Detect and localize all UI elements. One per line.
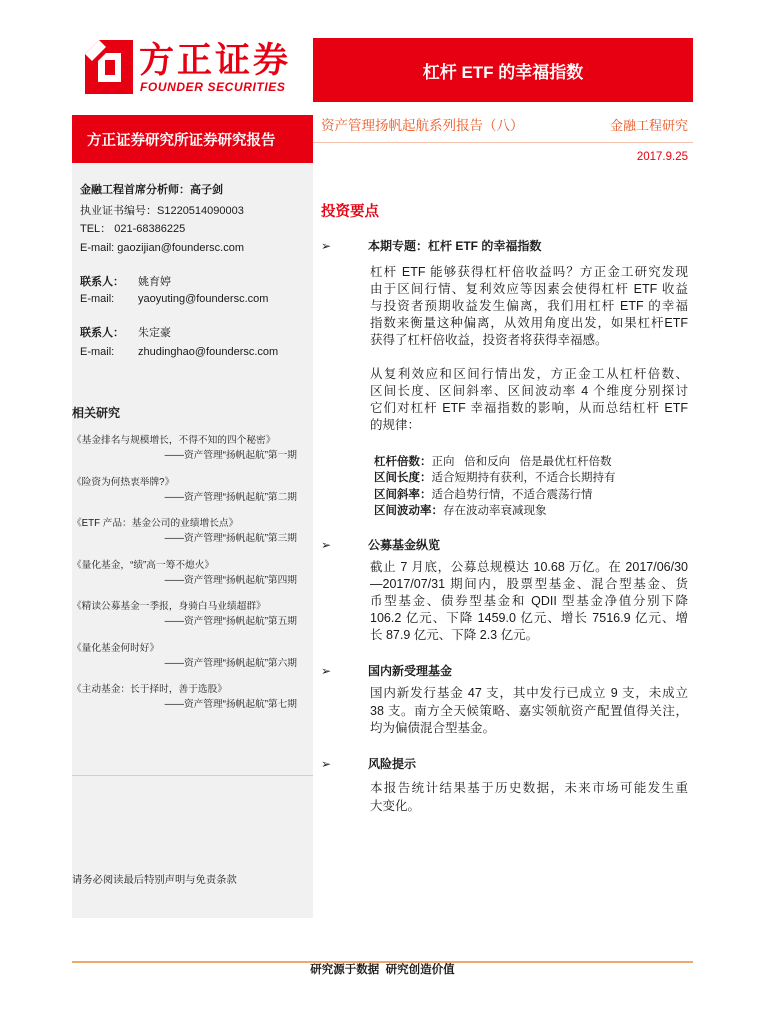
contact-label: 联系人： [80, 327, 124, 339]
contact-name: 姚育婷 [138, 276, 171, 288]
report-date: 2017.9.25 [636, 151, 688, 163]
analyst-certificate: 执业证书编号：S1220514090003 [80, 205, 244, 217]
report-type-box [72, 115, 313, 163]
header-divider [313, 142, 693, 143]
disclaimer-note: 请务必阅读最后特别声明与免责条款 [72, 875, 237, 886]
highlights-heading: 投资要点 [321, 204, 379, 220]
paragraph-line: 长 87.9 亿元、下降 2.3 亿元。 [370, 628, 539, 642]
paragraph-line: 指数来衡量这种偏离，从效用角度出发，如果杠杆ETF [370, 316, 688, 330]
section-bullet-icon: ➢ [321, 538, 332, 552]
report-title: 杠杆 ETF 的幸福指数 [422, 62, 584, 82]
key-point-label: 区间长度： [374, 472, 432, 485]
related-research-heading: 相关研究 [72, 406, 121, 420]
paragraph-line: 与投资者预期收益发生偏离，我们用杠杆 ETF 的幸福 [370, 299, 688, 313]
key-point [374, 503, 616, 519]
paragraph-line: 38 支。南方全天候策略、嘉实领航资产配置值得关注， [370, 703, 688, 718]
key-point [374, 470, 616, 486]
founder-logo-mark-icon [85, 40, 133, 94]
related-research-subtitle: ——资产管理“扬帆起航”第一期 [164, 450, 297, 461]
paragraph [370, 779, 688, 815]
related-research-subtitle: ——资产管理“扬帆起航”第二期 [164, 491, 297, 503]
section-bullet-icon: ➢ [321, 664, 332, 678]
section-title: 风险提示 [368, 757, 417, 771]
related-research-title: 《量化基金，“绩”高一筹不熄火》 [72, 559, 215, 571]
related-research-subtitle: ——资产管理“扬帆起航”第五期 [164, 616, 297, 627]
section-bullet-icon: ➢ [321, 757, 332, 771]
paragraph [370, 264, 688, 349]
paragraph-line: 获得了杠杆倍收益，投资者将获得幸福感。 [370, 333, 608, 347]
series-title: 资产管理扬帆起航系列报告（八） [321, 118, 524, 133]
paragraph-line: 均为偏债混合型基金。 [370, 721, 496, 735]
related-research-title: 《险资为何热衷举牌?》 [72, 476, 175, 488]
paragraph-line: 币型基金、债券型基金和 QDII 型基金净值分别下降 [370, 594, 688, 608]
key-point [374, 454, 616, 470]
paragraph-line: 的规律： [370, 418, 421, 432]
section-title: 本期专题：杠杆 ETF 的幸福指数 [368, 239, 542, 253]
key-points-list [374, 454, 616, 519]
paragraph [370, 366, 688, 434]
contact-name: 朱定豪 [138, 327, 171, 339]
key-point [374, 487, 616, 503]
related-research-subtitle: ——资产管理“扬帆起航”第七期 [164, 699, 297, 710]
related-research-title: 《基金排名与规模增长，不得不知的四个秘密》 [72, 435, 276, 446]
paragraph-line: 从复利效应和区间行情出发，方正金工从杠杆倍数、 [370, 367, 688, 381]
section-bullet-icon: ➢ [321, 239, 332, 253]
paragraph-line: 106.2 亿元、下降 1459.0 亿元、增长 7516.9 亿元、增 [370, 611, 688, 625]
paragraph-line: 它们对杠杆 ETF 幸福指数的影响，从而总结杠杆 ETF [370, 401, 688, 415]
paragraph-line: —2017/07/31 期间内，股票型基金、混合型基金、货 [370, 577, 688, 591]
footer-slogan: 研究源于数据 研究创造价值 [310, 964, 455, 976]
analyst-tel: TEL： 021-68386225 [80, 223, 186, 235]
related-research-title: 《ETF 产品：基金公司的业绩增长点》 [72, 518, 239, 529]
related-research-subtitle: ——资产管理“扬帆起航”第六期 [164, 657, 297, 669]
paragraph-line: 大变化。 [370, 799, 421, 813]
related-research-title: 《量化基金何时好》 [72, 642, 160, 654]
paragraph-line: 由于区间行情、复利效应等因素会使得杠杆 ETF 收益 [370, 282, 688, 296]
paragraph [370, 685, 688, 738]
research-category: 金融工程研究 [609, 118, 688, 133]
sidebar-divider [72, 775, 313, 776]
contact-email-label: E-mail: [80, 346, 115, 358]
contact-label: 联系人： [80, 276, 124, 288]
key-point-text: 正向 倍和反向 倍是最优杠杆倍数 [431, 456, 612, 468]
contact-email: zhudinghao@foundersc.com [138, 346, 279, 358]
key-point-label: 区间波动率： [374, 504, 443, 517]
paragraph-line: 国内新发行基金 47 支，其中发行已成立 9 支，未成立 [370, 686, 688, 700]
section-title: 国内新受理基金 [368, 664, 453, 678]
related-research-title: 《主动基金：长于择时，善于选股》 [72, 684, 227, 695]
contact-email-label: E-mail: [80, 293, 115, 305]
related-research-title: 《精读公募基金一季报，身骑白马业绩超群》 [72, 601, 266, 612]
paragraph-line: 杠杆 ETF 能够获得杠杆倍收益吗？方正金工研究发现 [370, 265, 688, 279]
analyst-email: E-mail: gaozijian@foundersc.com [80, 242, 245, 254]
paragraph-line: 本报告统计结果基于历史数据，未来市场可能发生重 [370, 781, 688, 795]
section-title: 公募基金纵览 [368, 538, 441, 552]
key-point-label: 区间斜率： [374, 488, 432, 501]
key-point-label: 杠杆倍数： [374, 456, 432, 468]
paragraph-line: 区间长度、区间斜率、区间波动率 4 个维度分别探讨 [370, 384, 688, 398]
paragraph [370, 559, 688, 644]
logo-english-name: FOUNDER SECURITIES [140, 80, 286, 94]
related-research-subtitle: ——资产管理“扬帆起航”第四期 [164, 574, 297, 586]
key-point-text: 适合趋势行情，不适合震荡行情 [431, 488, 593, 501]
logo-chinese-name: 方正证券 [139, 41, 292, 80]
contact-email: yaoyuting@foundersc.com [138, 293, 269, 305]
report-title-banner [313, 38, 693, 102]
related-research-subtitle: ——资产管理“扬帆起航”第三期 [164, 533, 297, 544]
paragraph-line: 截止 7 月底，公募总规模达 10.68 万亿。在 2017/06/30 [370, 560, 688, 574]
key-point-text: 存在波动率衰减现象 [443, 504, 547, 517]
key-point-text: 适合短期持有获利，不适合长期持有 [431, 472, 616, 485]
report-type-label: 方正证券研究所证券研究报告 [87, 132, 276, 149]
analyst-title-name: 金融工程首席分析师：高子剑 [80, 184, 223, 196]
